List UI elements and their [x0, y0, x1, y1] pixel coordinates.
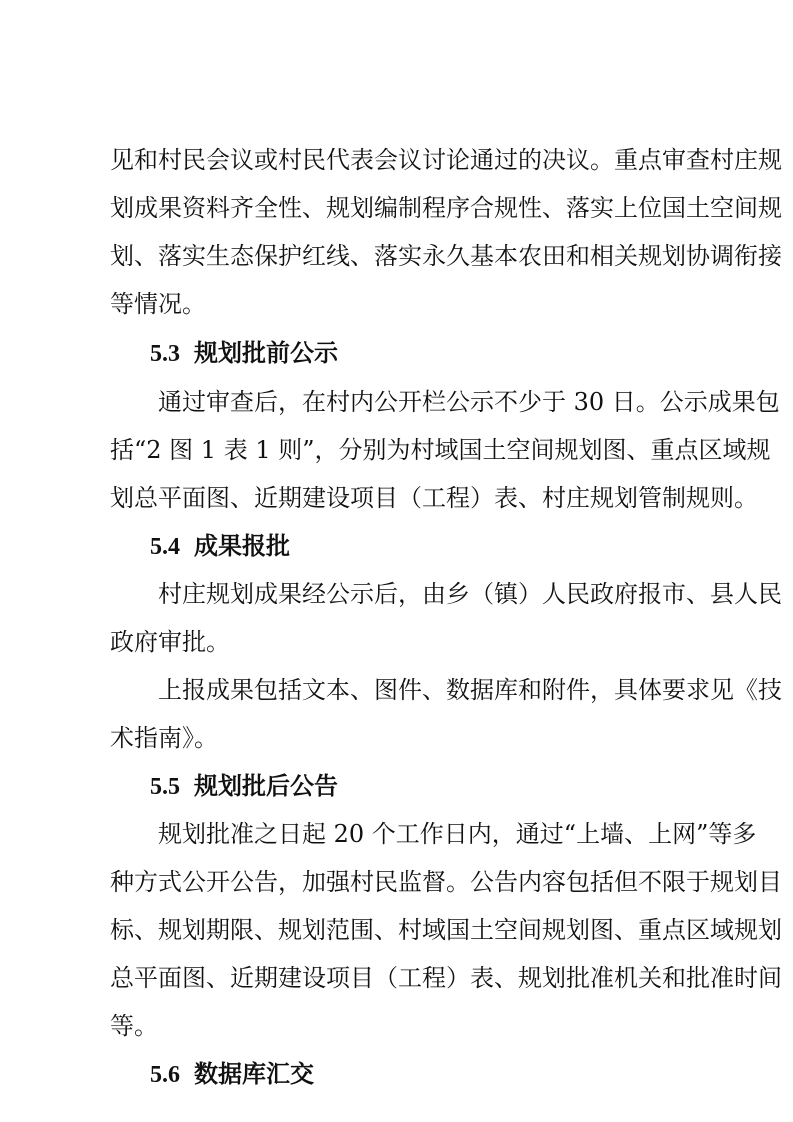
section-title: 规划批后公告 — [194, 771, 338, 800]
section-title: 成果报批 — [194, 531, 290, 560]
body-text-line: 总平面图、近期建设项目（工程）表、规划批准机关和批准时间 — [110, 964, 782, 992]
section-number: 5.4 — [150, 534, 180, 560]
body-text-line: 标、规划期限、规划范围、村域国土空间规划图、重点区域规划 — [110, 916, 782, 944]
body-text-line: 政府审批。 — [110, 628, 230, 656]
body-text-line: 等。 — [110, 1012, 158, 1040]
section-title: 数据库汇交 — [194, 1059, 314, 1088]
section-number: 5.6 — [150, 1062, 180, 1088]
section-title: 规划批前公示 — [194, 338, 338, 367]
body-text-line: 规划批准之日起 20 个工作日内，通过“上墙、上网”等多 — [158, 820, 757, 848]
body-text-line: 村庄规划成果经公示后，由乡（镇）人民政府报市、县人民 — [158, 580, 782, 608]
body-text-line: 种方式公开公告，加强村民监督。公告内容包括但不限于规划目 — [110, 868, 782, 896]
body-text-line: 划、落实生态保护红线、落实永久基本农田和相关规划协调衔接 — [110, 242, 782, 270]
body-text-line: 括“2 图 1 表 1 则”，分别为村域国土空间规划图、重点区域规 — [110, 436, 771, 464]
body-text-line: 上报成果包括文本、图件、数据库和附件，具体要求见《技 — [158, 676, 782, 704]
section-heading-5-5 — [150, 764, 338, 809]
body-text-line: 术指南》。 — [110, 724, 218, 752]
body-text-line: 通过审查后，在村内公开栏公示不少于 30 日。公示成果包 — [158, 388, 780, 416]
section-heading-5-6 — [150, 1052, 314, 1097]
body-text-line: 划总平面图、近期建设项目（工程）表、村庄规划管制规则。 — [110, 484, 758, 512]
section-heading-5-3 — [150, 331, 338, 376]
body-text-line: 等情况。 — [110, 290, 206, 318]
section-heading-5-4 — [150, 524, 290, 569]
section-number: 5.5 — [150, 774, 180, 800]
body-text-line: 见和村民会议或村民代表会议讨论通过的决议。重点审查村庄规 — [110, 146, 782, 174]
section-number: 5.3 — [150, 341, 180, 367]
body-text-line: 划成果资料齐全性、规划编制程序合规性、落实上位国土空间规 — [110, 194, 782, 222]
